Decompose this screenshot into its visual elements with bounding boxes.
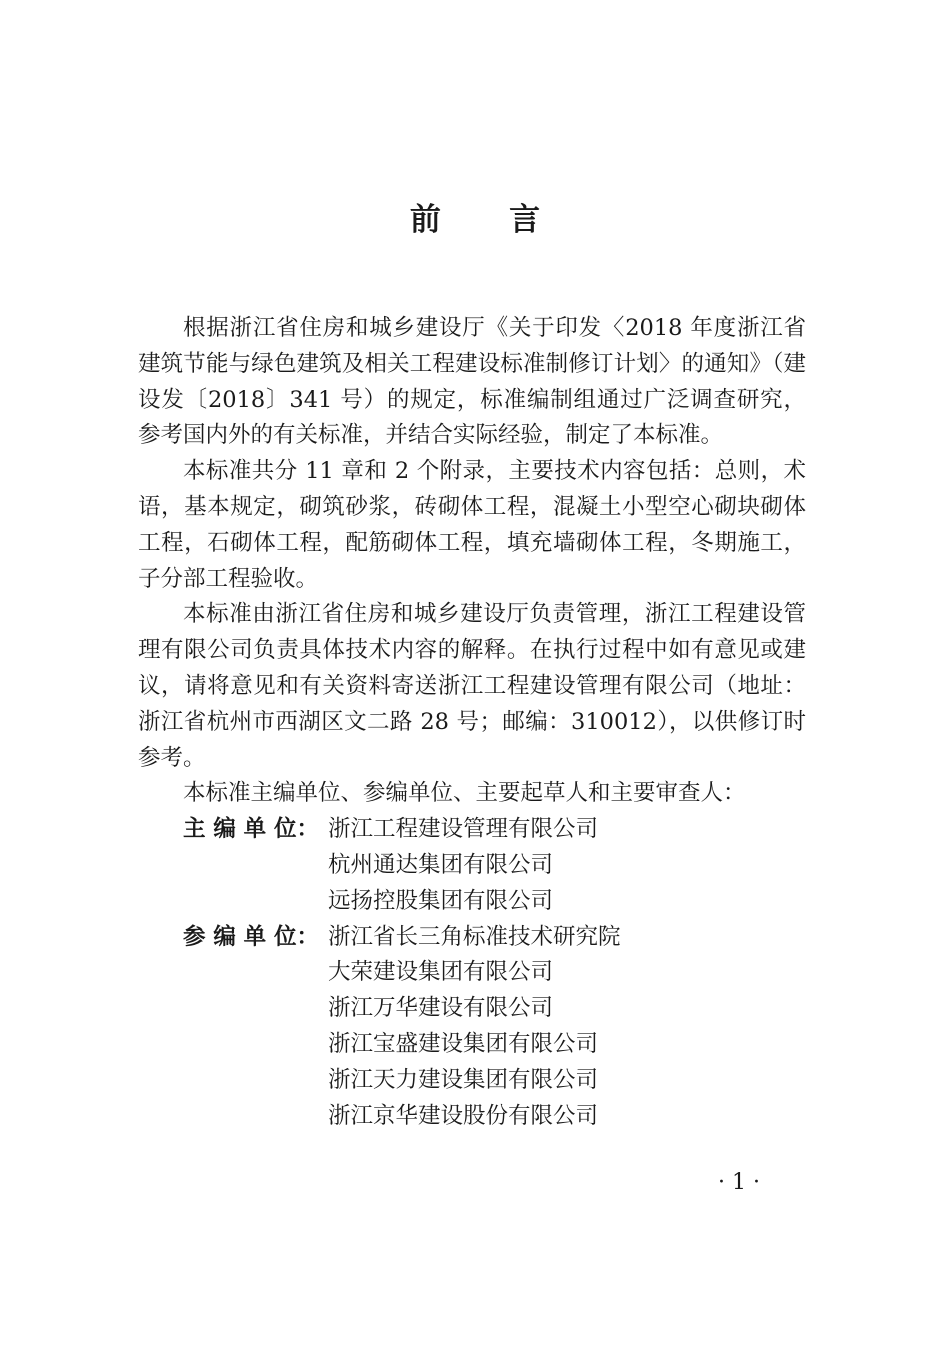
list-item: 浙江工程建设管理有限公司 [328,816,599,843]
list-item: 浙江省长三角标准技术研究院 [328,923,621,950]
participating-units-list [328,920,621,1135]
list-item: 浙江宝盛建设集团有限公司 [328,1030,599,1057]
preface-body [138,311,806,1134]
chief-units [183,812,806,919]
page-title: 前 言 [409,202,559,238]
list-item: 浙江万华建设有限公司 [328,995,554,1022]
paragraph-management: 本标准由浙江省住房和城乡建设厅负责管理，浙江工程建设管理有限公司负责具体技术内容的解释。在执行过程中如有意见或建议，请将意见和有关资料寄送浙江工程建设管理有限公司（地址：浙江省杭州市西湖区文二路 28 号；邮编：310012），以供修订时参考。 [138,601,806,771]
list-item: 浙江京华建设股份有限公司 [328,1102,599,1129]
page-number: · 1 · [718,1170,760,1195]
participating-units [183,920,806,1135]
chief-units-label: 主 编 单 位： [183,816,319,843]
chief-units-list [328,812,598,919]
paragraph-units-intro: 本标准主编单位、参编单位、主要起草人和主要审查人： [183,780,746,807]
units-section [138,812,806,1134]
list-item: 大荣建设集团有限公司 [328,959,554,986]
participating-units-label: 参 编 单 位： [183,923,319,950]
list-item: 远扬控股集团有限公司 [328,887,554,914]
list-item: 杭州通达集团有限公司 [328,851,554,878]
list-item: 浙江天力建设集团有限公司 [328,1066,599,1093]
paragraph-contents: 本标准共分 11 章和 2 个附录，主要技术内容包括：总则，术语，基本规定，砌筑砂浆，砖砌体工程，混凝土小型空心砌块砌体工程，石砌体工程，配筋砌体工程，填充墙砌体工程，冬期施工，子分部工程验收。 [138,458,806,592]
paragraph-basis: 根据浙江省住房和城乡建设厅《关于印发〈2018 年度浙江省建筑节能与绿色建筑及相关工程建设标准制修订计划〉的通知》（建设发〔2018〕341 号）的规定，标准编制组通过广泛调查研究，参考国内外的有关标准，并结合实际经验，制定了本标准。 [138,315,806,449]
